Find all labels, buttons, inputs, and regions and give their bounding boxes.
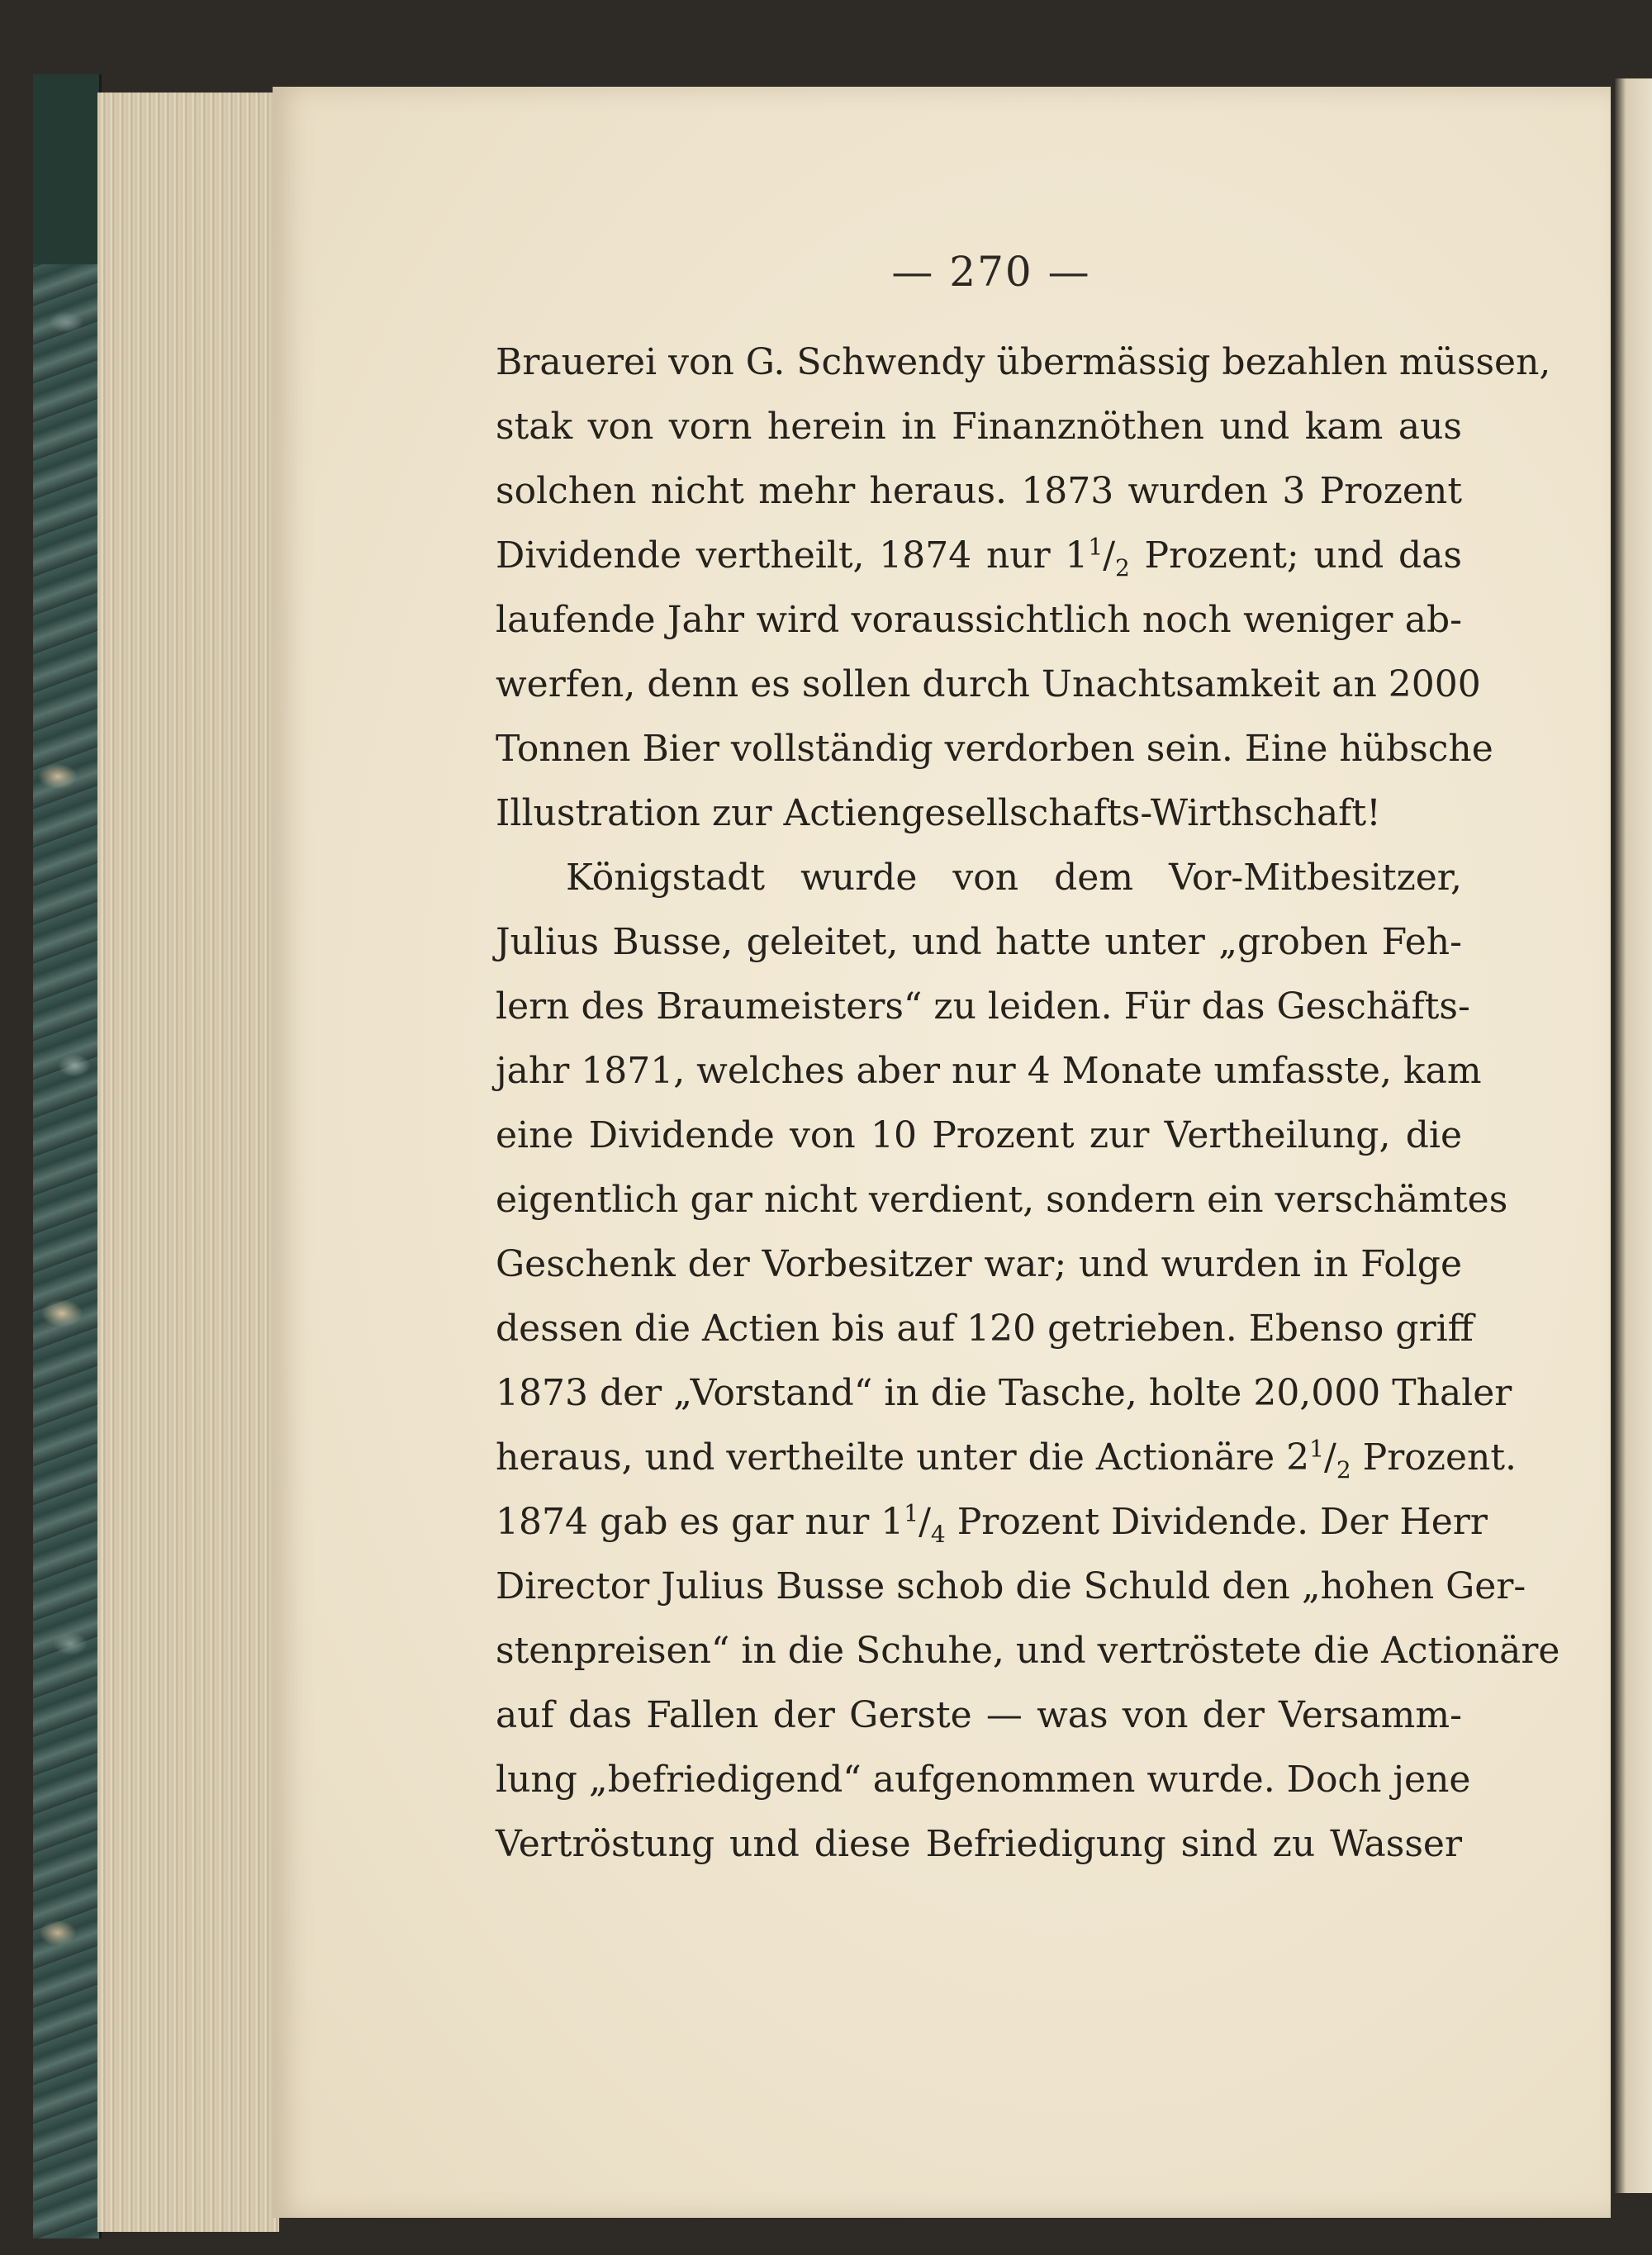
line-text: Prozent Dividende. Der Herr (945, 1501, 1488, 1543)
line-text: Prozent. (1351, 1436, 1517, 1479)
text-line (496, 1361, 1512, 1426)
text-line (496, 846, 1462, 910)
line-text: lern des Braumeisters“ zu leiden. Für das Geschäfts- (496, 985, 1470, 1028)
facing-page-edge (1615, 78, 1652, 2193)
page-number: — 270 — (891, 248, 1091, 296)
fraction-denominator: 2 (1336, 1455, 1351, 1484)
text-line (496, 1748, 1471, 1812)
line-text: Julius Busse, geleitet, und hatte unter „groben Feh- (496, 921, 1462, 963)
text-line (496, 459, 1462, 524)
line-text: eine Dividende von 10 Prozent zur Vertheilung, die (496, 1114, 1462, 1156)
line-text: Director Julius Busse schob die Schuld den „hohen Ger- (496, 1565, 1526, 1607)
text-line (496, 1555, 1526, 1619)
text-line (496, 395, 1462, 459)
text-line (496, 653, 1481, 717)
fraction-denominator: 2 (1115, 553, 1130, 582)
fraction-numerator: 1 (904, 1499, 919, 1527)
text-line (496, 1683, 1462, 1748)
line-text: Brauerei von G. Schwendy übermässig bezahlen müssen, (496, 341, 1551, 383)
text-line (496, 588, 1462, 653)
fraction-denominator: 4 (930, 1520, 946, 1548)
text-line (496, 330, 1551, 395)
line-text: Geschenk der Vorbesitzer war; und wurden in Folge (496, 1243, 1462, 1285)
line-text: jahr 1871, welches aber nur 4 Monate umfasste, kam (496, 1050, 1482, 1092)
text-line (496, 975, 1470, 1039)
text-line (496, 717, 1493, 781)
fraction-numerator: 1 (1309, 1435, 1324, 1463)
text-line (496, 1812, 1462, 1877)
text-line (496, 1619, 1560, 1683)
line-text: heraus, und vertheilte unter die Actionäre 2 (496, 1436, 1310, 1479)
text-line (496, 1232, 1462, 1297)
text-line (496, 1168, 1508, 1232)
line-text: stenpreisen“ in die Schuhe, und vertröstete die Actionäre (496, 1630, 1560, 1672)
text-line: 1874 gab es gar nur $1^1/_4$ Prozent Dividende. Der Herr (496, 1499, 1488, 1548)
line-text: 1873 der „Vorstand“ in die Tasche, holte 20,000 Thaler (496, 1372, 1512, 1414)
line-text: Königstadt wurde von dem Vor-Mitbesitzer, (566, 857, 1462, 899)
line-text: dessen die Actien bis auf 120 getrieben. Ebenso griff (496, 1308, 1474, 1350)
body-text (496, 330, 1560, 1877)
page-edges (97, 93, 279, 2232)
line-text: Prozent; und das (1129, 534, 1462, 577)
text-line (496, 1297, 1474, 1361)
text-line (496, 1104, 1462, 1168)
line-text: auf das Fallen der Gerste — was von der Versamm- (496, 1694, 1462, 1736)
line-text: solchen nicht mehr heraus. 1873 wurden 3 Prozent (496, 470, 1462, 512)
line-text: lung „befriedigend“ aufgenommen wurde. Doch jene (496, 1759, 1471, 1801)
text-line: heraus, und vertheilte unter die Actionäre $2^1/_2$ Prozent. (496, 1435, 1517, 1484)
line-text: 1874 gab es gar nur 1 (496, 1501, 904, 1543)
fraction-numerator: 1 (1088, 533, 1104, 561)
line-text: werfen, denn es sollen durch Unachtsamkeit an 2000 (496, 663, 1481, 705)
book-spine (33, 74, 99, 264)
line-text: Tonnen Bier vollständig verdorben sein. Eine hübsche (496, 728, 1493, 770)
line-text: Dividende vertheilt, 1874 nur 1 (496, 534, 1089, 577)
text-line (496, 910, 1462, 975)
line-text: eigentlich gar nicht verdient, sondern ein verschämtes (496, 1179, 1508, 1221)
text-line: Dividende vertheilt, 1874 nur $1^1/_2$ Prozent; und das (496, 533, 1462, 582)
line-text: Vertröstung und diese Befriedigung sind zu Wasser (496, 1823, 1462, 1865)
text-line (496, 781, 1462, 846)
line-text: laufende Jahr wird voraussichtlich noch weniger ab- (496, 599, 1462, 641)
line-text: stak von vorn herein in Finanznöthen und kam aus (496, 406, 1462, 448)
line-text: Illustration zur Actiengesellschafts-Wirthschaft! (496, 792, 1381, 834)
marbled-cover (33, 74, 102, 2238)
text-line (496, 1039, 1482, 1104)
